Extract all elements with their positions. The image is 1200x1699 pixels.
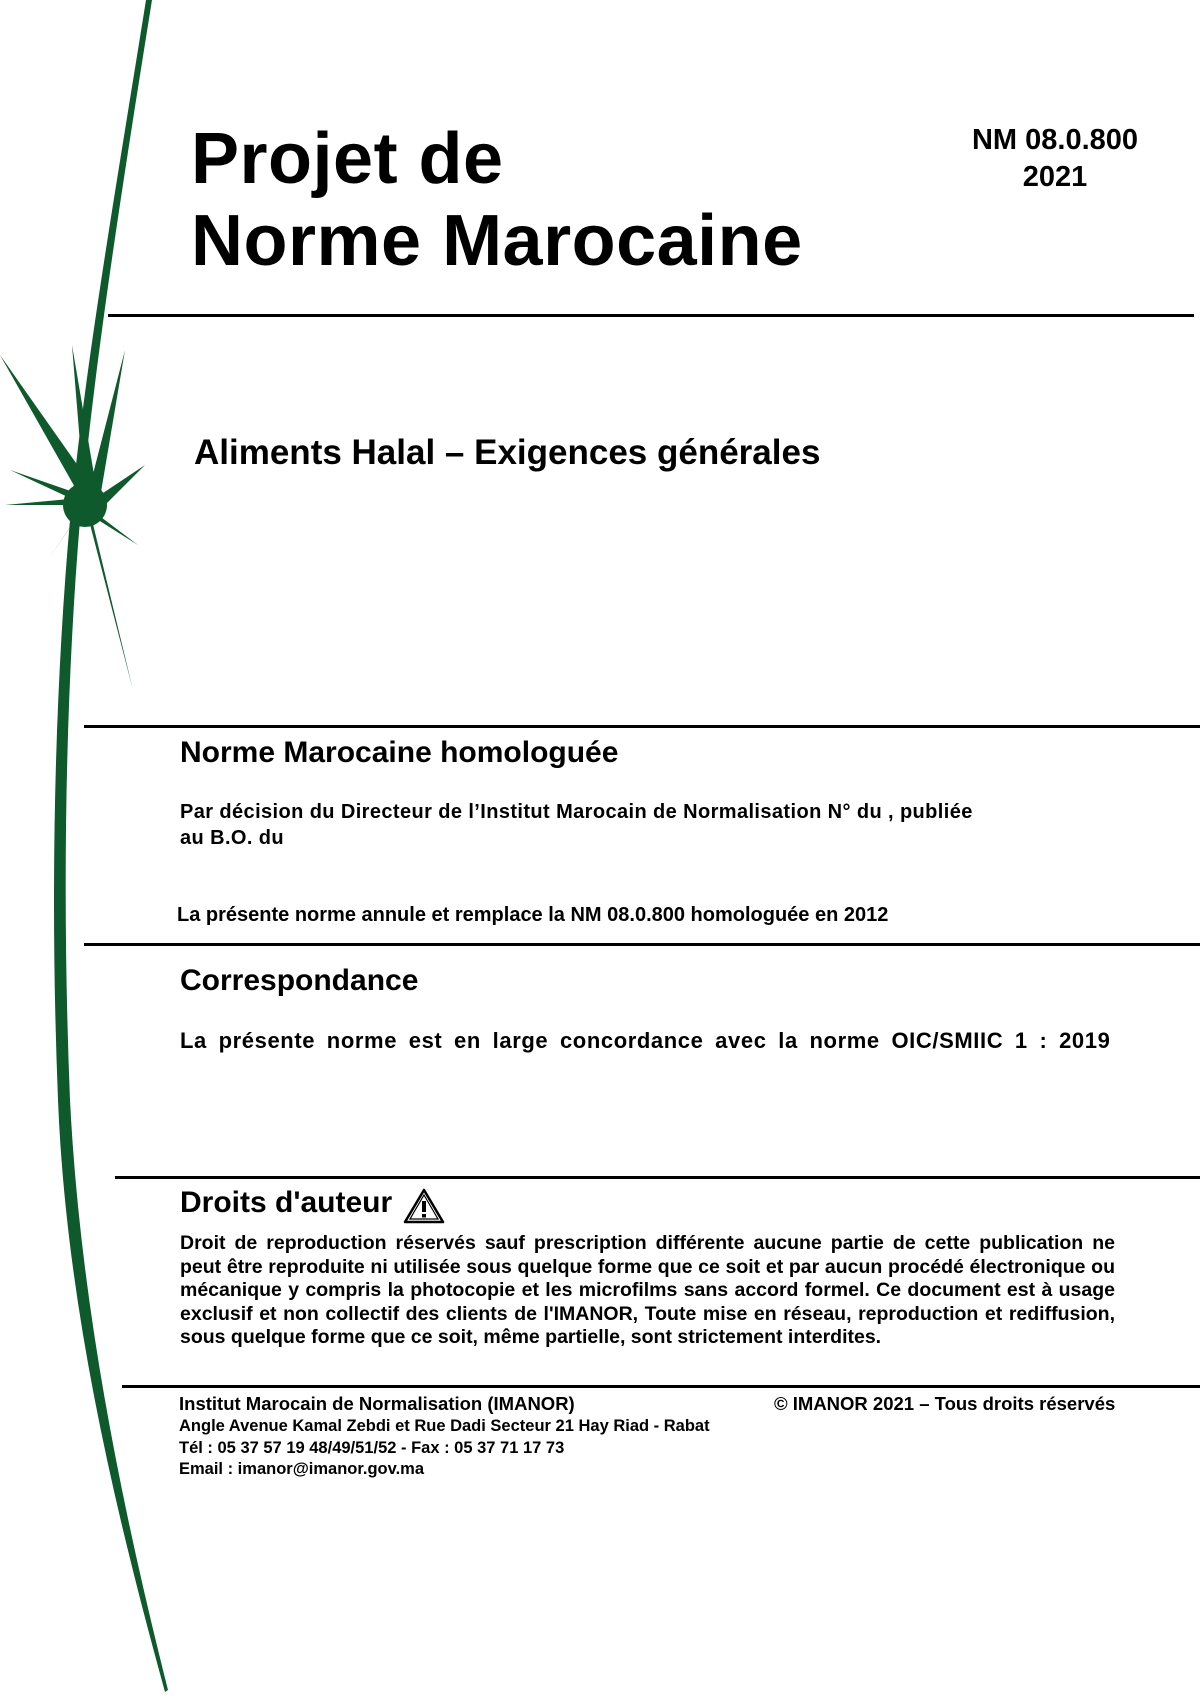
header-divider	[108, 314, 1194, 317]
title-line-1: Projet de	[191, 119, 504, 199]
page-title	[191, 118, 803, 282]
title-line-2: Norme Marocaine	[191, 201, 803, 281]
decision-line-2: au B.O. du	[180, 827, 284, 849]
footer-phone: Tél : 05 37 57 19 48/49/51/52 - Fax : 05 37 71 17 73	[179, 1438, 565, 1457]
copyright-heading	[180, 1181, 446, 1225]
correspondance-divider	[84, 943, 1200, 946]
footer-institute: Institut Marocain de Normalisation (IMANOR)	[179, 1393, 575, 1414]
footer-address: Angle Avenue Kamal Zebdi et Rue Dadi Secteur 21 Hay Riad - Rabat	[179, 1417, 710, 1435]
footer-rights: © IMANOR 2021 – Tous droits réservés	[774, 1393, 1116, 1414]
footer-contact	[179, 1416, 710, 1481]
homologation-divider	[84, 725, 1200, 728]
green-star-stem-icon	[0, 0, 200, 1699]
warning-triangle-icon	[402, 1187, 446, 1225]
replacement-text: La présente norme annule et remplace la NM 08.0.800 homologuée en 2012	[177, 904, 889, 926]
decision-line-1: Par décision du Directeur de l’Institut Marocain de Normalisation N° du , publiée	[180, 801, 973, 823]
standard-reference	[960, 122, 1150, 196]
document-subject: Aliments Halal – Exigences générales	[194, 433, 821, 472]
footer-divider	[122, 1385, 1200, 1388]
correspondance-text: La présente norme est en large concordance avec la norme OIC/SMIIC 1 : 2019	[180, 1028, 1111, 1053]
correspondance-heading: Correspondance	[180, 964, 419, 997]
homologation-heading: Norme Marocaine homologuée	[180, 736, 619, 769]
copyright-heading-label: Droits d'auteur	[180, 1186, 393, 1219]
reference-year: 2021	[1022, 161, 1088, 193]
footer-email: Email : imanor@imanor.gov.ma	[179, 1460, 425, 1478]
copyright-divider	[115, 1176, 1200, 1179]
copyright-text: Droit de reproduction réservés sauf prescription différente aucune partie de cette publication ne peut être reproduite ni utilisée sous quelque forme que ce soit et par aucun procédé électronique ou mécanique y compris la photocopie et les microfilms sans accord formel. Ce document est à usage exclusif et non collectif des clients de l'IMANOR, Toute mise en réseau, reproduction et rediffusion, sous quelque forme que ce soit, même partielle, sont strictement interdites.	[180, 1232, 1115, 1348]
reference-code: NM 08.0.800	[971, 124, 1139, 156]
decision-text	[180, 799, 973, 851]
